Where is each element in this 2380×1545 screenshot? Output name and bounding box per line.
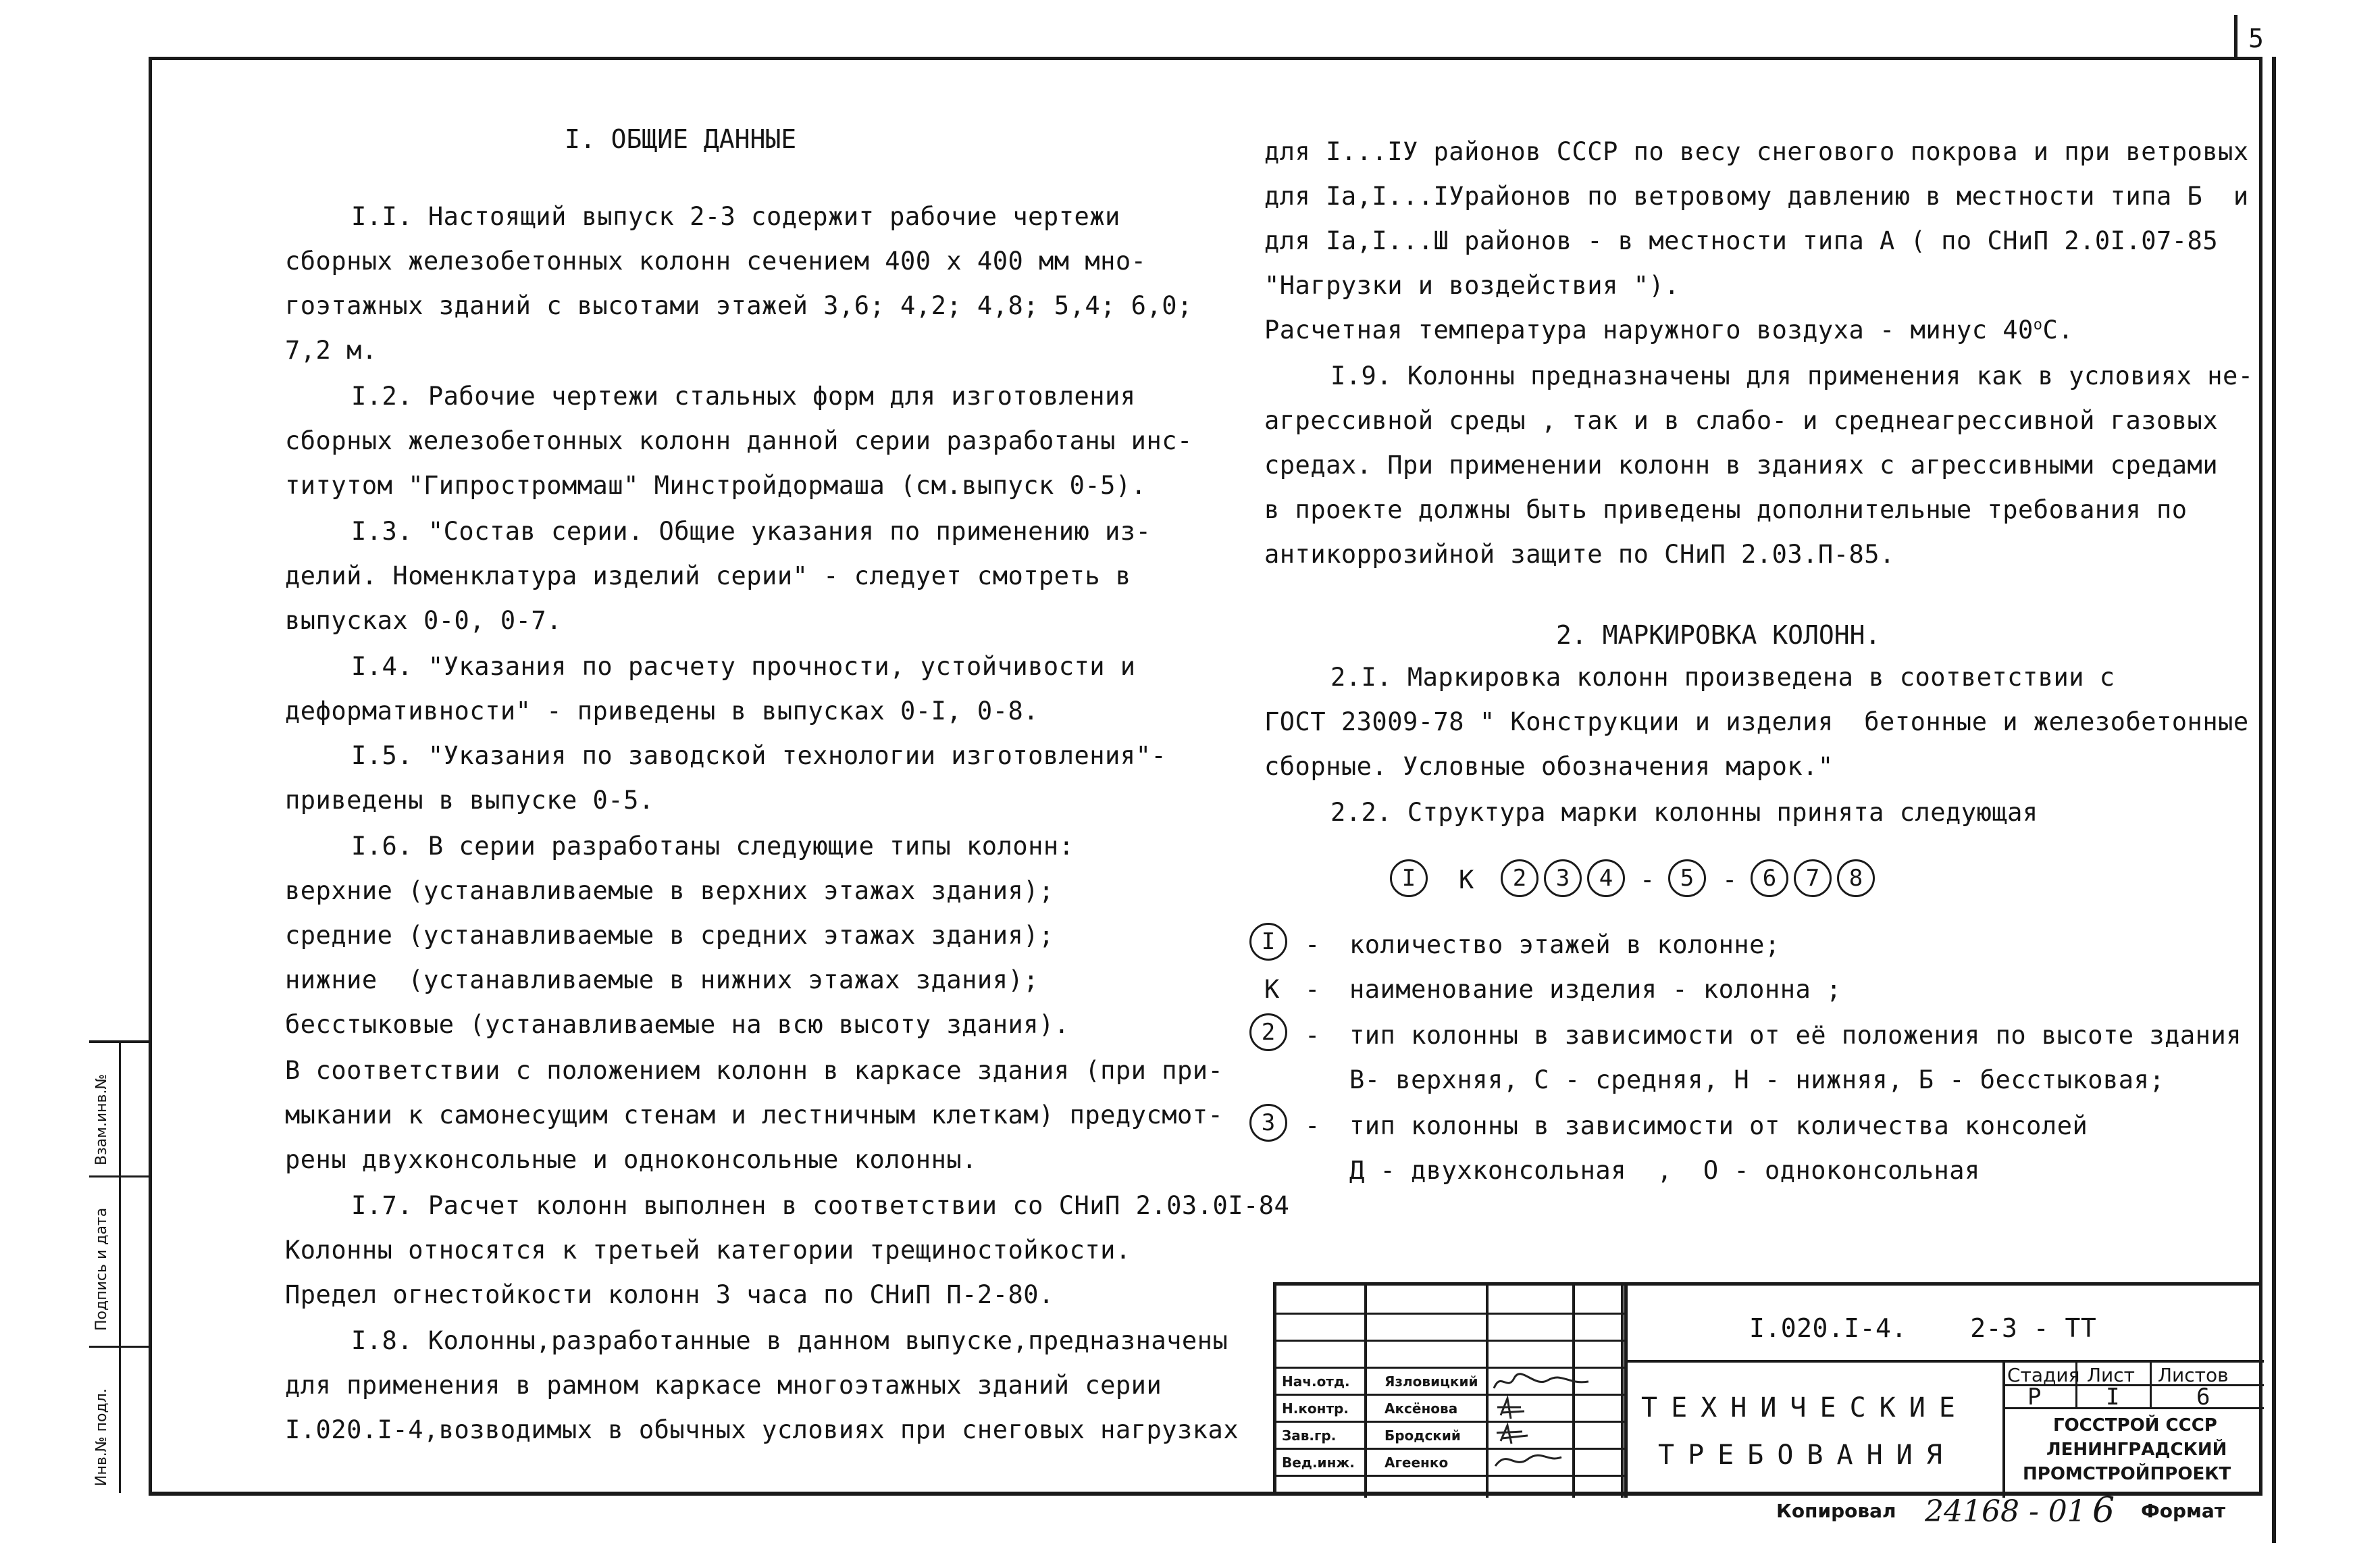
role-label: Зав.гр.	[1282, 1427, 1337, 1444]
mark-circle-7: 7	[1794, 859, 1832, 897]
side-stamp	[89, 1040, 151, 1493]
page-number: 5	[2234, 15, 2275, 58]
side-label-signature-date: Подпись и дата	[93, 1207, 110, 1331]
role-label: Н.контр.	[1282, 1400, 1349, 1417]
sheet-label: Лист	[2087, 1364, 2135, 1386]
sheets-value: 6	[2196, 1384, 2210, 1411]
legend-text: наименование изделия - колонна ;	[1349, 975, 1842, 1004]
binding-line	[2272, 57, 2276, 1543]
section-1-title: I. ОБЩИЕ ДАННЫЕ	[565, 124, 797, 154]
mark-letter-k: К	[1459, 865, 1474, 894]
text-line: нижние (устанавливаемые в нижних этажах здания);	[285, 965, 1039, 994]
text-line: I.2. Рабочие чертежи стальных форм для изготовления	[351, 382, 1136, 411]
mark-circle-4: 4	[1587, 859, 1625, 897]
text-line: I.6. В серии разработаны следующие типы колонн:	[351, 832, 1075, 861]
text-line: бесстыковые (устанавливаемые на всю высоту здания).	[285, 1010, 1070, 1039]
text-line: деформативности" - приведены в выпусках 0-I, 0-8.	[285, 696, 1039, 726]
signatures	[1487, 1368, 1622, 1476]
text-line: "Нагрузки и воздействия ").	[1264, 271, 1680, 300]
text-line: I.8. Колонны,разработанные в данном выпуске,предназначены	[351, 1326, 1228, 1355]
text-line: I.3. "Состав серии. Общие указания по применению из-	[351, 517, 1152, 546]
legend-dash: -	[1305, 1111, 1320, 1140]
title-line-2: ТРЕБОВАНИЯ	[1658, 1440, 1956, 1471]
legend-key-circle: I	[1249, 923, 1287, 961]
mark-circle-5: 5	[1668, 859, 1706, 897]
legend-dash: -	[1305, 930, 1320, 959]
role-name: Бродский	[1385, 1427, 1461, 1444]
role-label: Вед.инж.	[1282, 1454, 1355, 1471]
mark-dash: -	[1722, 865, 1738, 894]
text-line: I.4. "Указания по расчету прочности, устойчивости и	[351, 652, 1136, 681]
text-line: рены двухконсольные и одноконсольные колонны.	[285, 1145, 977, 1174]
text-line: средах. При применении колонн в зданиях с агрессивными средами	[1264, 451, 2219, 480]
text-line: антикоррозийной защите по СНиП 2.03.П-85.	[1264, 540, 1895, 569]
text-line: I.020.I-4,возводимых в обычных условиях при снеговых нагрузках	[285, 1415, 1239, 1444]
legend-text: В- верхняя, С - средняя, Н - нижняя, Б - бесстыковая;	[1349, 1065, 2165, 1094]
text-line: для I...IУ районов СССР по весу снегового покрова и при ветровых	[1264, 137, 2249, 166]
legend-text: количество этажей в колонне;	[1349, 930, 1780, 959]
legend-dash: -	[1305, 1021, 1320, 1050]
text-line: в проекте должны быть приведены дополнительные требования по	[1264, 495, 2188, 524]
text-line: Колонны относятся к третьей категории трещиностойкости.	[285, 1236, 1131, 1265]
text-line: 2.2. Структура марки колонны принята следующая	[1330, 798, 2038, 827]
stage-label: Стадия	[2007, 1364, 2080, 1386]
text-line: ГОСТ 23009-78 " Конструкции и изделия бетонные и железобетонные	[1264, 707, 2249, 736]
text-line: гоэтажных зданий с высотами этажей 3,6; 4,2; 4,8; 5,4; 6,0;	[285, 291, 1193, 320]
text-line: верхние (устанавливаемые в верхних этажах здания);	[285, 876, 1054, 905]
text-line: выпусках 0-0, 0-7.	[285, 606, 562, 635]
text-line: средние (устанавливаемые в средних этажах здания);	[285, 921, 1054, 950]
text-line: титутом "Гипростроммаш" Минстройдормаша (см.выпуск 0-5).	[285, 471, 1147, 500]
org-line-1: ГОССТРОЙ СССР	[2053, 1415, 2217, 1436]
role-name: Аксёнова	[1385, 1400, 1458, 1417]
text-line: Предел огнестойкости колонн 3 часа по СНиП П-2-80.	[285, 1280, 1054, 1309]
copied-label: Копировал	[1776, 1500, 1896, 1522]
copy-number: 24168 - 01	[1925, 1494, 2086, 1529]
role-name: Агеенко	[1385, 1454, 1449, 1471]
legend-key-circle: 2	[1249, 1013, 1287, 1051]
text-line: I.7. Расчет колонн выполнен в соответствии со СНиП 2.03.0I-84	[351, 1191, 1290, 1220]
text-line: В соответствии с положением колонн в каркасе здания (при при-	[285, 1056, 1224, 1085]
role-label: Нач.отд.	[1282, 1373, 1350, 1390]
side-label-replace-inv: Взам.инв.№	[93, 1073, 110, 1165]
text-line: I.5. "Указания по заводской технологии изготовления"-	[351, 741, 1167, 770]
text-line: агрессивной среды , так и в слабо- и среднеагрессивной газовых	[1264, 406, 2219, 435]
degree-sign: о	[2033, 316, 2043, 334]
legend-text: тип колонны в зависимости от количества консолей	[1349, 1111, 2088, 1140]
text-line: приведены в выпуске 0-5.	[285, 786, 654, 815]
org-line-2: ЛЕНИНГРАДСКИЙ	[2046, 1440, 2227, 1460]
mark-circle-1: I	[1390, 859, 1428, 897]
title-line-1: ТЕХНИЧЕСКИЕ	[1641, 1392, 1969, 1423]
mark-circle-2: 2	[1501, 859, 1538, 897]
mark-circle-6: 6	[1751, 859, 1788, 897]
sheet-value: I	[2106, 1384, 2120, 1411]
sheets-label: Листов	[2158, 1364, 2229, 1386]
mark-circle-8: 8	[1837, 859, 1875, 897]
legend-dash: -	[1305, 975, 1320, 1004]
legend-text: тип колонны в зависимости от её положения по высоте здания	[1349, 1021, 2242, 1050]
document-code: I.020.I-4. 2-3 - ТТ	[1749, 1313, 2097, 1343]
text-line: для применения в рамном каркасе многоэтажных зданий серии	[285, 1371, 1162, 1400]
text-line: Расчетная температура наружного воздуха - минус $40^оС$.	[1264, 315, 2074, 345]
text-line: для Iа,I...Ш районов - в местности типа А ( по СНиП 2.0I.07-85	[1264, 226, 2219, 255]
mark-dash: -	[1640, 865, 1655, 894]
org-line-3: ПРОМСТРОЙПРОЕКТ	[2023, 1464, 2231, 1484]
stage-value: Р	[2027, 1384, 2042, 1411]
text-line: I.9. Колонны предназначены для применения как в условиях не-	[1330, 361, 2254, 390]
text-line: сборных железобетонных колонн сечением 400 х 400 мм мно-	[285, 247, 1147, 276]
text-line: мыкании к самонесущим стенам и лестничным клеткам) предусмот-	[285, 1100, 1224, 1130]
text-line: делий. Номенклатура изделий серии" - следует смотреть в	[285, 561, 1131, 590]
text-line: для Iа,I...IУрайонов по ветровому давлению в местности типа Б и	[1264, 182, 2249, 211]
mark-circle-3: 3	[1544, 859, 1582, 897]
role-name: Язловицкий	[1385, 1373, 1478, 1390]
format-label: Формат	[2141, 1500, 2226, 1522]
legend-text: Д - двухконсольная , О - одноконсольная	[1349, 1156, 1980, 1185]
text-line: 7,2 м.	[285, 336, 378, 365]
text-line: 2.I. Маркировка колонн произведена в соответствии с	[1330, 663, 2115, 692]
text-line: сборные. Условные обозначения марок."	[1264, 752, 1834, 781]
legend-key: К	[1264, 975, 1280, 1004]
title-block	[1273, 1282, 2260, 1494]
copy-sheet: 6	[2092, 1490, 2115, 1531]
side-label-inv-original: Инв.№ подл.	[93, 1388, 110, 1486]
section-2-title: 2. МАРКИРОВКА КОЛОНН.	[1556, 620, 1881, 650]
legend-key-circle: 3	[1249, 1104, 1287, 1142]
text-line: I.I. Настоящий выпуск 2-3 содержит рабочие чертежи	[351, 202, 1120, 231]
text-line: сборных железобетонных колонн данной серии разработаны инс-	[285, 426, 1193, 455]
